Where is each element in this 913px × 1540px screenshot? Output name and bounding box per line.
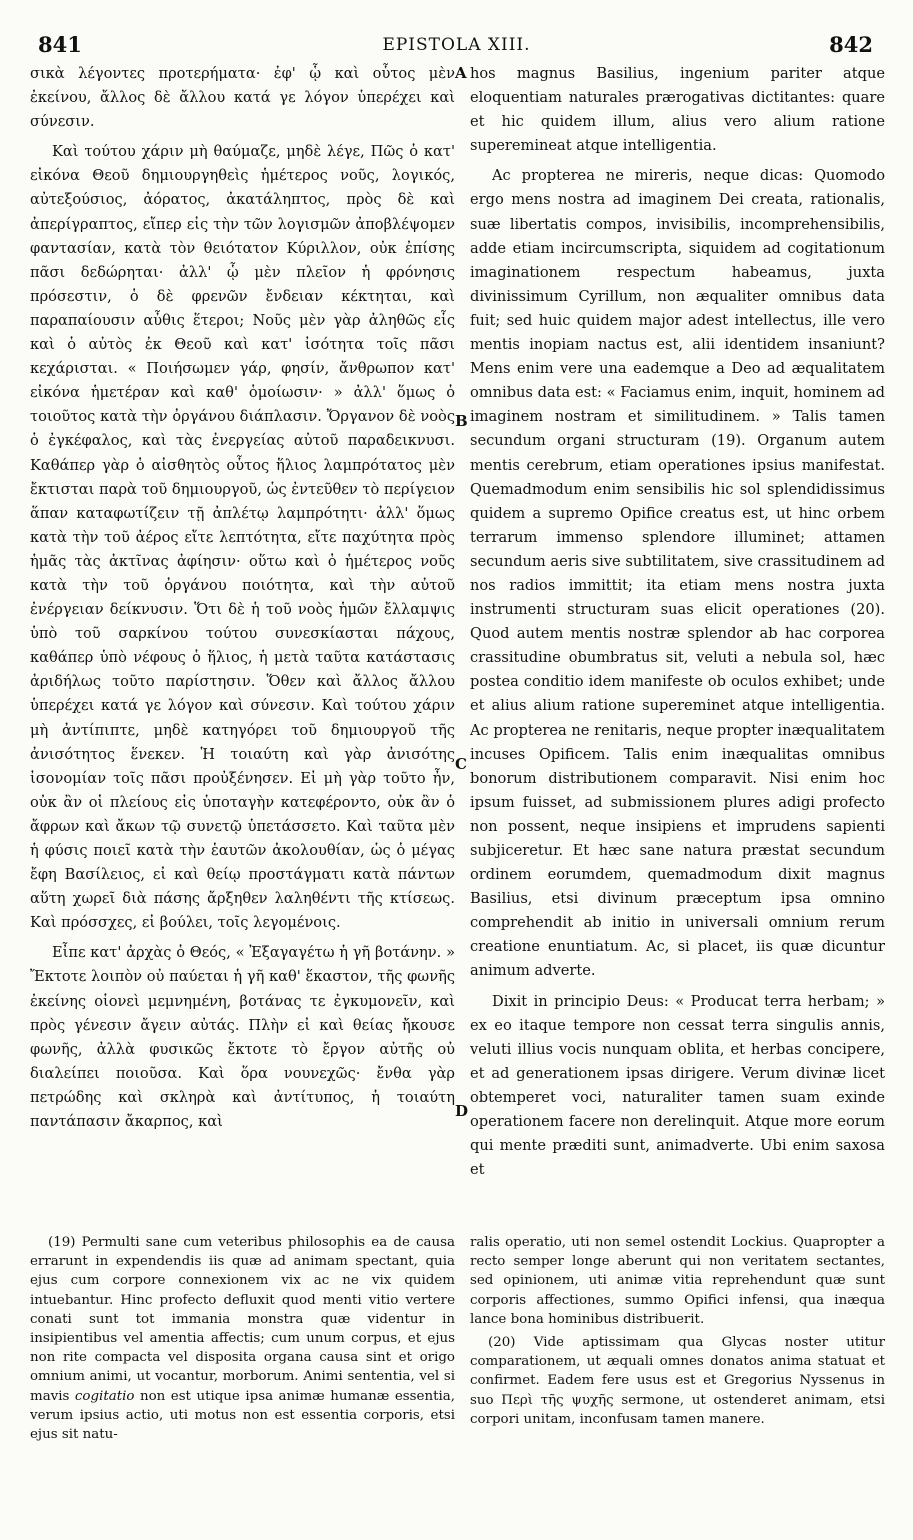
footnotes-left-column xyxy=(30,1233,455,1448)
greek-paragraph: Εἶπε κατ' ἀρχὰς ὁ Θεός, « Ἐξαγαγέτω ἡ γῆ βοτάνην. » Ἔκτοτε λοιπὸν οὐ παύεται ἡ γῆ καθ' ἕκαστον, τῆς φωνῆς ἐκείνης οἱονεὶ μεμνημένη, βοτάνας τε ἐγκυμονεῖν, καὶ πρὸς γένεσιν ἄγειν αὐτάς. Πλὴν εἰ καὶ θείας ἤκουσε φωνῆς, ἀλλὰ φυσικῶς ἔκτοτε τὸ ἔργον αὐτῆς οὐ διαλείπει ποιοῦσα. Καὶ ὅρα νουνεχῶς· ἔνθα γὰρ πετρώδης καὶ σκληρὰ καὶ ἀντίτυπος, ἡ τοιαύτη παντάπασιν ἄκαρπος, καὶ xyxy=(30,944,455,1131)
margin-marker-a: A xyxy=(455,64,467,82)
greek-paragraph: Καὶ τούτου χάριν μὴ θαύμαζε, μηδὲ λέγε, Πῶς ὁ κατ' εἰκόνα Θεοῦ δημιουργηθεὶς ἡμέτερος νοῦς, λογικός, αὐτεξούσιος, ἀόρατος, ἀκατάληπτος, πρὸς δὲ καὶ ἀπερίγραπτος, εἴπερ εἰς τὴν τῶν λογισμῶν ἀποβλέψομεν φαντασίαν, κατὰ τὸν θειότατον Κύριλλον, οὐκ ἐπίσης πᾶσι δεδώρηται· ἀλλ' ᾧ μὲν πλεῖον ἡ φρόνησις πρόσεστιν, ὁ δὲ φρενῶν ἔνδειαν κέκτηται, καὶ παραπαίουσιν αὖθις ἕτεροι; Νοῦς μὲν γὰρ ἀληθῶς εἷς καὶ ὁ αὐτὸς ἐκ Θεοῦ καὶ κατ' ἰσότητα τοῖς πᾶσι κεχάρισται. « Ποιήσωμεν γάρ, φησίν, ἄνθρωπον κατ' εἰκόνα ἡμετέραν καὶ καθ' ὁμοίωσιν· » ἀλλ' ὅμως ὁ τοιοῦτος κατὰ τὴν ὀργάνου διάπλασιν. Ὄργανον δὲ νοὸς ὁ ἐγκέφαλος, καὶ τὰς ἐνεργείας αὐτοῦ παραδεικνυσι. Καθάπερ γὰρ ὁ αἰσθητὸς οὗτος ἥλιος λαμπρότατος μὲν ἔκτισται παρὰ τοῦ δημιουργοῦ, ὡς ἐντεῦθεν τὸ περίγειον ἅπαν καταφωτίζειν τῇ ἀπλέτῳ λαμπρότητι· ἀλλ' ὅμως κατὰ τὴν τοῦ ἀέρος εἴτε λεπτότητα, εἴτε παχύτητα πρὸς ἡμᾶς τὰς ἀκτῖνας ἀφίησιν· οὕτω καὶ ὁ ἡμέτερος νοῦς κατὰ τὴν τοῦ ὀργάνου ποιότητα, καὶ τὴν αὐτοῦ ἐνέργειαν δείκνυσιν. Ὅτι δὲ ἡ τοῦ νοὸς ἡμῶν ἔλλαμψις ὑπὸ τοῦ σαρκίνου τούτου συνεσκίασται πάχους, καθάπερ ὑπὸ νέφους ὁ ἥλιος, ἡ μετὰ ταῦτα κατάστασις ἀριδήλως τοῦτο παρίστησιν. Ὅθεν καὶ ἄλλος ἄλλου ὑπερέχει κατά γε λόγον καὶ σύνεσιν. Καὶ τούτου χάριν μὴ ἀντίπιπτε, μηδὲ κατηγόρει τοῦ δημιουργοῦ τῆς ἀνισότητος ἕνεκεν. Ἡ τοιαύτη καὶ γὰρ ἀνισότης ἰσονομίαν τοῖς πᾶσι προὐξένησεν. Εἰ μὴ γὰρ τοῦτο ἦν, οὐκ ἂν οἱ πλείους εἰς ὑποταγὴν κατεφέροντο, οὐκ ἂν ὁ ἄφρων καὶ ἄκων τῷ συνετῷ ὑπετάσσετο. Καὶ ταῦτα μὲν ἡ φύσις ποιεῖ κατὰ τὴν ἑαυτῶν ἀκολουθίαν, ὡς ὁ μέγας ἔφη Βασίλειος, εἰ καὶ θείῳ προστάγματι κατὰ πάντων αὕτη χωρεῖ διὰ πάσης ἄρξηθεν λαληθέντι τῆς κτίσεως. Καὶ πρόσσχες, εἰ βούλει, τοῖς λεγομένοις. xyxy=(30,143,455,932)
footnote-emphasis: cogitatio xyxy=(74,1388,135,1404)
footnote-20: (20) Vide aptissimam qua Glycas noster utitur comparationem, ut æquali omnes donatos anima statuat et confirmet. Eadem fere usus est et Gregorius Nyssenus in suo Περὶ τῆς ψυχῆς sermone, ut ostenderet animam, etsi corpori unitam, inconfusam tamen manere. xyxy=(470,1335,885,1427)
margin-marker-b: B xyxy=(455,412,468,430)
latin-column xyxy=(470,62,885,1188)
footnotes-right-column xyxy=(470,1233,885,1433)
running-title: EPISTOLA XIII. xyxy=(382,35,531,55)
latin-paragraph: Ac propterea ne mireris, neque dicas: Quomodo ergo mens nostra ad imaginem Dei creata, rationalis, suæ libertatis compos, invisibilis, incomprehensibilis, adde etiam incircumscripta, siquidem ad cogitationum imaginationem respectum habeamus, juxta divinissimum Cyrillum, non æqualiter omnibus data fuit; sed huic quidem major adest intellectus, ille vero mentis inopiam nactus est, alii identidem insaniunt? Mens enim vere una eademque a Deo ad æqualitatem omnibus data est: « Faciamus enim, inquit, hominem ad imaginem nostram et similitudinem. » Talis tamen secundum organi structuram (19). Organum autem mentis cerebrum, etiam operationes ipsius manifestat. Quemadmodum enim sensibilis hic sol splendidissimus quidem a supremo Opifice creatus est, ut hinc orbem terrarum immenso splendore illuminet; attamen secundum aeris sive subtilitatem, sive crassitudinem ad nos radios immittit; ita etiam mens nostra juxta instrumenti structuram suas elicit operationes (20). Quod autem mentis nostræ splendor ab hac corporea crassitudine obumbratus sit, veluti a nebula sol, hæc postea conditio idem manifeste ob oculos exhibet; unde et alius alium ratione supereminet atque intelligentia. Ac propterea ne renitaris, neque propter inæqualitatem incuses Opificem. Talis enim inæqualitas omnibus bonorum distributionem comparavit. Nisi enim hoc ipsum fuisset, ad submissionem plures adigi profecto non possent, neque insipiens et imprudens sapienti subjiceretur. Et hæc sane natura præstat secundum ordinem eorumdem, quemadmodum dixit magnus Basilius, etsi divinum præceptum ipsa omnino comprehendit ab initio in universali omnium rerum creatione enuntiatum. Ac, si placet, iis quæ dicuntur animum adverte. xyxy=(470,167,885,980)
running-header xyxy=(30,18,883,58)
margin-marker-c: C xyxy=(455,755,467,773)
margin-marker-d: D xyxy=(455,1102,469,1120)
greek-column xyxy=(30,62,455,1140)
footnote-19: (19) Permulti sane cum veteribus philosophis ea de causa errarunt in expendendis iis quæ ad animam spectant, quia ejus cum corpore connexionem vix ac ne vix quidem intuebantur. Hinc profecto defluxit quod menti vitio vertere conati sunt tot immania monstra quæ videntur in insipientibus vel amentia affectis; cum unum corpus, et ejus non rite compacta vel disposita organa causa sint et origo omnium animi, ut vocantur, morborum. Animi sententia, vel si mavis cogitatio non est utique ipsa animæ humanæ essentia, verum ipsius actio, uti motus non est essentia corporis, etsi ejus sit natu- xyxy=(30,1235,455,1443)
latin-paragraph: Dixit in principio Deus: « Producat terra herbam; » ex eo itaque tempore non cessat terra singulis annis, veluti illius vocis nunquam oblita, et herbas concipere, et ad generationem ipsas dirigere. Verum divinæ licet obtemperet voci, naturaliter tamen suam exinde operationem facere non derelinquit. Atque more eorum qui mente præditi sunt, animadverte. Ubi enim saxosa et xyxy=(470,992,885,1179)
page-number-left: 841 xyxy=(38,32,82,57)
footnote-19-continued: ralis operatio, uti non semel ostendit Lockius. Quapropter a recto semper longe aberunt qui non veritatem sectantes, sed opinionem, uti animæ vitia reprehendunt quæ sunt corporis affectiones, summo Opifici infensi, qua inæqua lance bona hominibus distribuerit. xyxy=(470,1235,885,1327)
greek-paragraph: σικὰ λέγοντες προτερήματα· ἐφ' ᾧ καὶ οὗτος μὲν ἐκείνου, ἄλλος δὲ ἄλλου κατά γε λόγον ὑπερέχει καὶ σύνεσιν. xyxy=(30,65,455,131)
latin-paragraph: hos magnus Basilius, ingenium pariter atque eloquentiam naturales prærogativas dictitantes: quare et hic quidem illum, alius vero alium ratione superemineat atque intelligentia. xyxy=(470,65,885,155)
page-number-right: 842 xyxy=(829,32,873,57)
